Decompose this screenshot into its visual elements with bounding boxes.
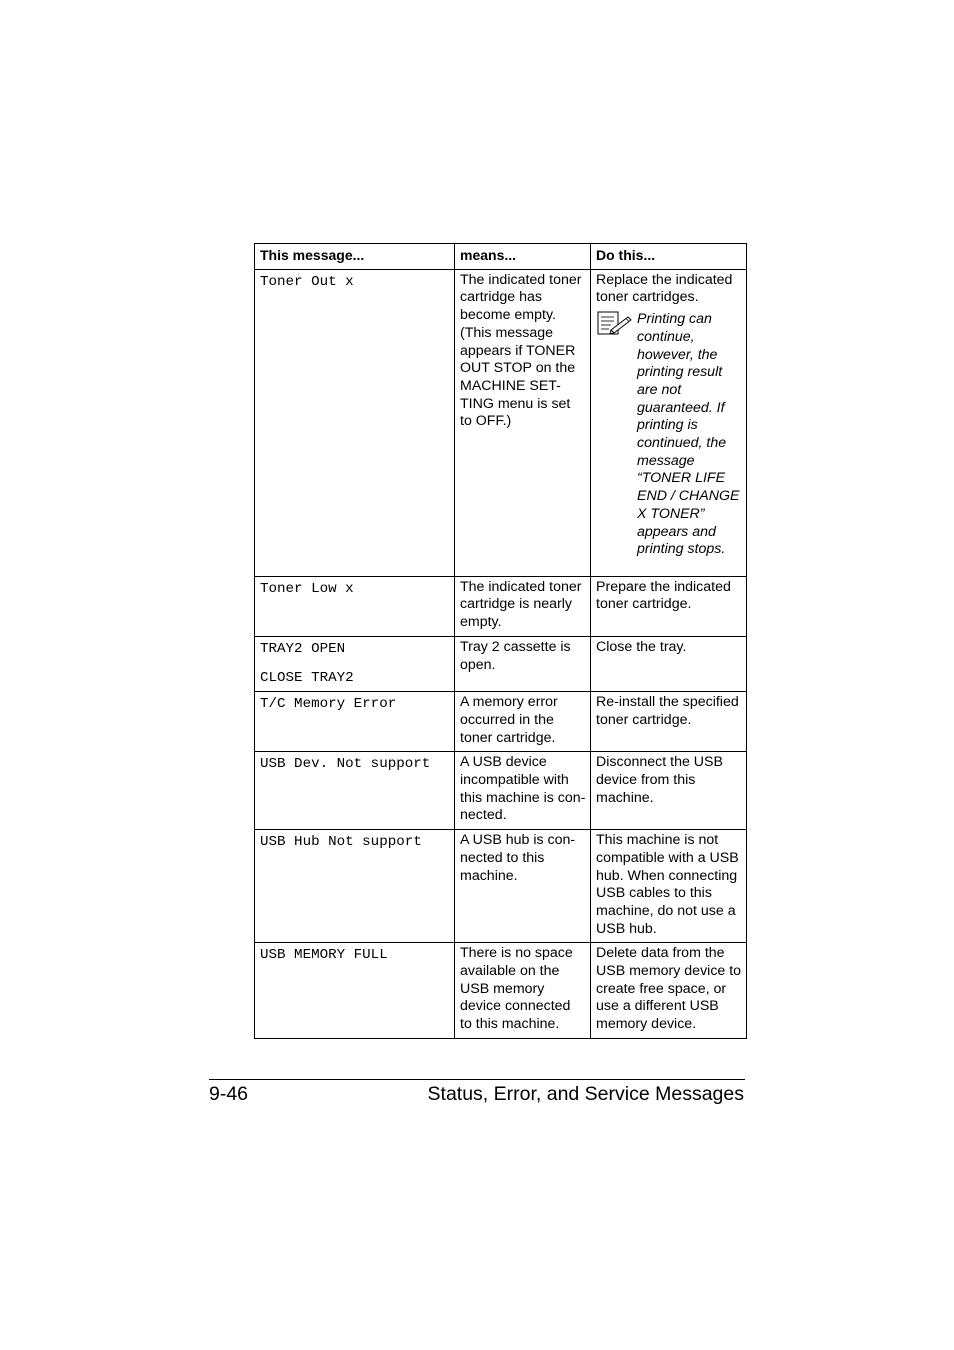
table-row	[255, 752, 747, 830]
footer-divider	[209, 1079, 745, 1080]
table-row	[255, 692, 747, 752]
message-cell	[255, 752, 455, 830]
message-text: USB MEMORY FULL	[260, 947, 388, 964]
table-row	[255, 636, 747, 691]
action-cell	[591, 269, 747, 576]
means-cell: The indicated toner cartridge is nearly empty.	[455, 576, 591, 636]
message-text: Toner Out x	[260, 273, 354, 290]
table-row	[255, 576, 747, 636]
means-cell: A USB device incompatible with this machine is con-nected.	[455, 752, 591, 830]
action-cell: This machine is not compatible with a USB hub. When connecting USB cables to this machine, do not use a USB hub.	[591, 830, 747, 943]
note-text: Printing can continue, however, the printing result are not guaranteed. If printing is continued, the message “TONER LIFE END / CHANGE X TONER” appears and printing stops.	[637, 311, 740, 558]
action-cell: Re-install the specified toner cartridge.	[591, 692, 747, 752]
page-number: 9-46	[209, 1083, 249, 1105]
message-text: USB Dev. Not support	[260, 756, 431, 773]
note-pencil-icon	[597, 311, 633, 337]
means-cell: A USB hub is con-nected to this machine.	[455, 830, 591, 943]
message-text: Toner Low x	[260, 580, 354, 597]
message-text: TRAY2 OPEN	[260, 640, 346, 657]
table-row	[255, 269, 747, 576]
message-cell	[255, 943, 455, 1039]
means-cell: A memory error occurred in the toner cartridge.	[455, 692, 591, 752]
table-row	[255, 830, 747, 943]
message-cell	[255, 576, 455, 636]
header-do-this: Do this...	[591, 244, 747, 270]
table-header-row	[255, 244, 747, 270]
note-block	[596, 311, 742, 559]
action-text: Replace the indicated toner cartridges.	[596, 271, 733, 306]
messages-table	[254, 243, 747, 1039]
message-cell	[255, 636, 455, 691]
action-cell: Delete data from the USB memory device to create free space, or use a different USB memory device.	[591, 943, 747, 1039]
header-message: This message...	[255, 244, 455, 270]
means-cell: The indicated toner cartridge has become empty. (This message appears if TONER OUT STOP on the MACHINE SET-TING menu is set to OFF.)	[455, 269, 591, 576]
action-cell: Close the tray.	[591, 636, 747, 691]
table-row	[255, 943, 747, 1039]
message-cell	[255, 692, 455, 752]
message-cell	[255, 269, 455, 576]
means-cell: Tray 2 cassette is open.	[455, 636, 591, 691]
message-text: CLOSE TRAY2	[260, 669, 354, 686]
section-title: Status, Error, and Service Messages	[427, 1083, 744, 1105]
action-cell: Disconnect the USB device from this machine.	[591, 752, 747, 830]
message-text: T/C Memory Error	[260, 696, 397, 713]
message-text: USB Hub Not support	[260, 834, 422, 851]
means-cell: There is no space available on the USB memory device connected to this machine.	[455, 943, 591, 1039]
message-cell	[255, 830, 455, 943]
header-means: means...	[455, 244, 591, 270]
action-cell: Prepare the indicated toner cartridge.	[591, 576, 747, 636]
